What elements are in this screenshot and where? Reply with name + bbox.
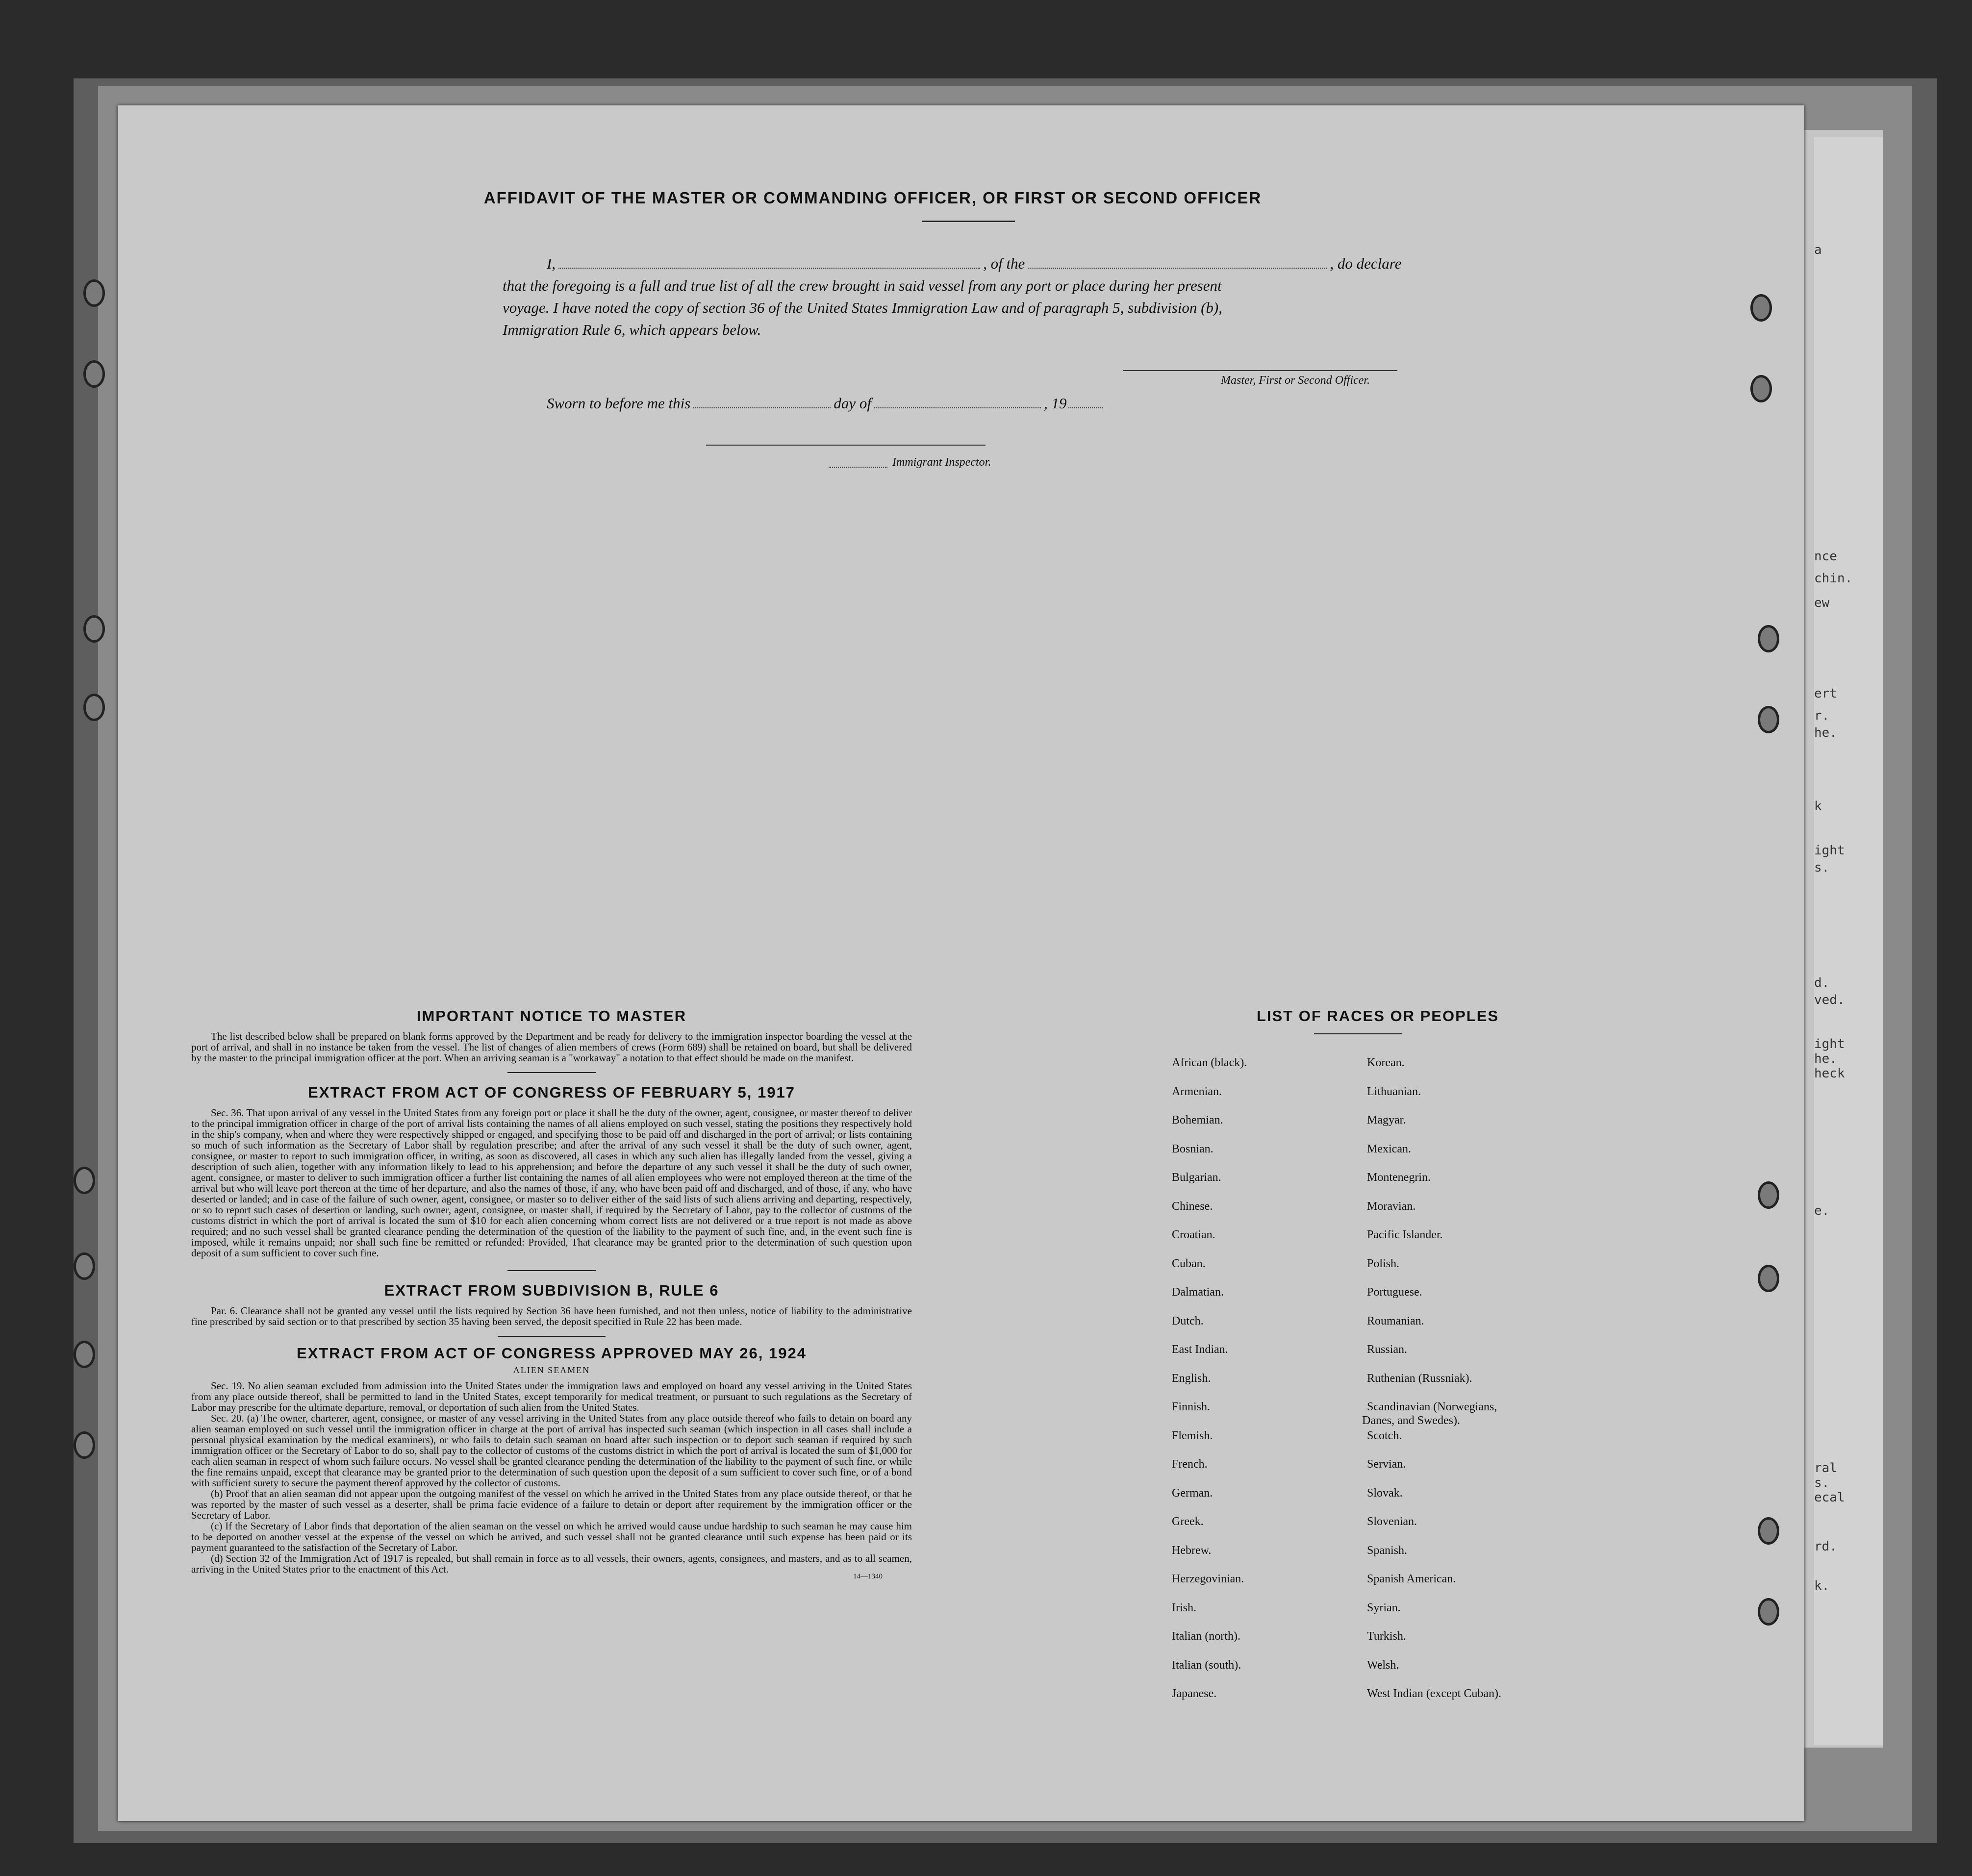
extract-1924-paragraph: (c) If the Secretary of Labor finds that deportation of the alien seaman on the vessel on which he arrived would cause undue hardship to such seaman he may cause him to be deported on another vessel at the expense of the vessel on which he arrived, and such vessel shall not be granted clearance until such expense has been paid or its payment guaranteed to the satisfaction of the Secretary of Labor.: [191, 1520, 912, 1553]
race-item: Dalmatian.: [1172, 1286, 1224, 1299]
margin-fragment: s.: [1814, 860, 1830, 875]
form-number: 14—1340: [853, 1573, 883, 1580]
race-item: Turkish.: [1367, 1630, 1406, 1643]
race-item: Slovak.: [1367, 1487, 1403, 1500]
race-item: Scotch.: [1367, 1429, 1402, 1442]
affidavit-line-4: Immigration Rule 6, which appears below.: [503, 321, 761, 338]
section-rule: [507, 1270, 596, 1271]
race-item: English.: [1172, 1372, 1211, 1385]
binder-hole: [74, 1252, 95, 1280]
race-item: Japanese.: [1172, 1687, 1217, 1700]
race-item: French.: [1172, 1458, 1208, 1471]
extract-rule6-title: EXTRACT FROM SUBDIVISION B, RULE 6: [384, 1282, 719, 1299]
binder-hole: [1750, 375, 1772, 402]
section-rule: [498, 1336, 606, 1337]
margin-fragment: ral: [1814, 1461, 1837, 1476]
race-item: Scandinavian (Norwegians,: [1367, 1401, 1497, 1413]
extract-1917-title: EXTRACT FROM ACT OF CONGRESS OF FEBRUARY 5, 1917: [308, 1084, 795, 1101]
extract-1924-paragraph: Sec. 19. No alien seaman excluded from admission into the United States under the immigration laws and employed on board any vessel arriving in the United States from any place outside thereof, shall be permitted to land in the United States, except temporarily for medical treatment, or pursuant to such regulations as the Secretary of Labor may prescribe for the ultimate departure, removal, or deportation of such alien from the United States.: [191, 1380, 912, 1413]
race-item: Spanish.: [1367, 1544, 1408, 1557]
race-item: West Indian (except Cuban).: [1367, 1687, 1501, 1700]
race-item: Korean.: [1367, 1056, 1405, 1069]
race-item: Roumanian.: [1367, 1315, 1424, 1327]
binder-hole: [1758, 706, 1779, 733]
binder-hole: [1758, 1598, 1779, 1626]
inspector-label: Immigrant Inspector.: [892, 456, 991, 469]
race-item: African (black).: [1172, 1056, 1247, 1069]
margin-fragment: he.: [1814, 725, 1837, 740]
races-rule: [1314, 1033, 1402, 1034]
race-item: German.: [1172, 1487, 1213, 1500]
extract-1924-paragraph: (d) Section 32 of the Immigration Act of 1917 is repealed, but shall remain in force as to all vessels, their owners, agents, consignees, and masters, and as to all seamen, arriving in the United States prior to the enactment of this Act.: [191, 1552, 912, 1575]
margin-fragment: k.: [1814, 1578, 1830, 1593]
race-item: Syrian.: [1367, 1601, 1401, 1614]
race-item: Spanish American.: [1367, 1573, 1456, 1585]
binder-hole: [1758, 1517, 1779, 1545]
margin-fragment: nce: [1814, 549, 1837, 564]
race-item: Montenegrin.: [1367, 1171, 1431, 1184]
extract-1917-text: Sec. 36. That upon arrival of any vessel in the United States from any foreign port or place it shall be the duty of the owner, agent, consignee, or master thereof to deliver to the principal immigration officer in charge of the port of arrival lists containing the names of all aliens employed on such vessel, stating the positions they respectively hold in the ship's company, when and where they were respectively shipped or engaged, and specifying those to be paid off and discharged in the port of arrival; or lists containing so much of such information as the Secretary of Labor shall by regulation prescribe; and after the arrival of any such vessel it shall be the duty of such owner, agent, consignee, or master to report to such immigration officer, in writing, as soon as discovered, all cases in which any such alien has illegally landed from the vessel, giving a description of such alien, together with any information likely to lead to his apprehension; and before the departure of any such vessel it shall be the duty of such owner, agent, consignee, or master to deliver to such immigration officer a further list containing the names of all alien employees who were not employed thereon at the time of the arrival but who will leave port thereon at the time of her departure, and also the names of those, if any, who have been paid off and discharged, and of those, if any, who have deserted or landed; and in case of the failure of such owner, agent, consignee, or master so to deliver either of the said lists of such aliens arriving and departing, respectively, or so to report such cases of desertion or landing, such owner, agent, consignee, or master shall, if required by the Secretary of Labor, pay to the collector of customs of the customs district in which the port of arrival is located the sum of $10 for each alien concerning whom correct lists are not delivered or a true report is not made as above required; and no such vessel shall be granted clearance pending the determination of the question of the liability to the payment of such fine, and, in the event such fine is imposed, while it remains unpaid; nor shall such fine be remitted or refunded: Provided, That clearance may be granted prior to the determination of such question upon deposit of a sum sufficient to cover such fine.: [191, 1107, 912, 1259]
margin-fragment: ert: [1814, 686, 1837, 701]
race-item: Polish.: [1367, 1257, 1400, 1270]
notice-text: The list described below shall be prepared on blank forms approved by the Department and be ready for delivery to the immigration inspector boarding the vessel at the port of arrival, and shall in no instance be taken from the vessel. The list of changes of alien members of crews (Form 689) shall be retained on board, but shall be delivered by the master to the principal immigration officer at the port. When an arriving seaman is a "workaway" a notation to that effect should be made on the manifest.: [191, 1030, 912, 1064]
legal-notices: [191, 1007, 912, 1581]
margin-fragment: ew: [1814, 596, 1830, 610]
inspector-signature-line[interactable]: [706, 445, 986, 446]
binder-hole: [83, 360, 105, 388]
margin-fragment: s.: [1814, 1476, 1830, 1490]
race-item: Irish.: [1172, 1601, 1196, 1614]
margin-fragment: ight: [1814, 843, 1845, 858]
extract-1924-paragraphs: [191, 1380, 912, 1575]
race-item: Italian (south).: [1172, 1659, 1241, 1672]
race-item: Greek.: [1172, 1515, 1204, 1528]
margin-fragment: he.: [1814, 1051, 1837, 1066]
of-the-label: , of the: [983, 255, 1025, 272]
extract-rule6-text: Par. 6. Clearance shall not be granted any vessel until the lists required by Section 36 have been furnished, and not then unless, notice of liability to the administrative fine prescribed by said section or to that prescribed by section 35 having been served, the deposit specified in Rule 22 has been made.: [191, 1305, 912, 1327]
sworn-month-field[interactable]: [874, 407, 1041, 408]
race-item: Bosnian.: [1172, 1143, 1214, 1155]
binder-hole: [1758, 1265, 1779, 1292]
affidavit-line-2: that the foregoing is a full and true list of all the crew brought in said vessel from any port or place during her present: [503, 277, 1222, 294]
binder-hole: [74, 1167, 95, 1194]
race-item: Herzegovinian.: [1172, 1573, 1244, 1585]
extract-1924-paragraph: Sec. 20. (a) The owner, charterer, agent, consignee, or master of any vessel arriving in the United States from any place outside thereof who fails to detain on board any alien seaman employed on such vessel until the immigration officer in charge at the port of arrival has inspected such seaman (which inspection in all cases shall include a personal physical examination by the medical examiners), or who fails to detain such seaman on board after such inspection or to deport such seaman if required by such immigration officer or the Secretary of Labor to do so, shall pay to the collector of customs of the customs district in which the port of arrival is located the sum of $1,000 for each alien seaman in respect of whom such failure occurs. No vessel shall be granted clearance pending the determination of the liability to the payment of such fine, or while the fine remains unpaid, except that clearance may be granted prior to the determination of such question upon the deposit of a sum sufficient to cover such fine, or of a bond with sufficient surety to secure the payment thereof approved by the collector of customs.: [191, 1412, 912, 1489]
binder-hole: [83, 694, 105, 721]
manifest-page: [118, 105, 1804, 1821]
binder-hole: [1758, 1181, 1779, 1209]
race-item: Pacific Islander.: [1367, 1228, 1443, 1241]
margin-fragment: k: [1814, 799, 1822, 814]
sworn-year-label: , 19: [1043, 395, 1067, 412]
race-item: Bohemian.: [1172, 1114, 1223, 1126]
sworn-day-label: day of: [834, 395, 871, 412]
race-item: Welsh.: [1367, 1659, 1399, 1672]
affidavit-line-3: voyage. I have noted the copy of section 36 of the United States Immigration Law and of paragraph 5, subdivision (b),: [503, 299, 1222, 316]
sworn-prefix: Sworn to before me this: [547, 395, 691, 412]
race-item: Italian (north).: [1172, 1630, 1240, 1643]
race-item: Lithuanian.: [1367, 1085, 1421, 1098]
master-signature-label: Master, First or Second Officer.: [1221, 374, 1370, 387]
notice-title: IMPORTANT NOTICE TO MASTER: [416, 1007, 687, 1025]
margin-fragment: rd.: [1814, 1539, 1837, 1554]
race-item: Cuban.: [1172, 1257, 1206, 1270]
do-declare-label: , do declare: [1330, 255, 1402, 272]
affidavit-title: AFFIDAVIT OF THE MASTER OR COMMANDING OFFICER, OR FIRST OR SECOND OFFICER: [483, 189, 1262, 207]
races-title: LIST OF RACES OR PEOPLES: [1256, 1007, 1499, 1025]
extract-1924-paragraph: (b) Proof that an alien seaman did not appear upon the outgoing manifest of the vessel on which he arrived in the United States from any place outside thereof, or that he was reported by the master of such vessel as a deserter, shall be prima facie evidence of a failure to detain or deport after requirement by the immigration officer or the Secretary of Labor.: [191, 1488, 912, 1521]
title-rule: [922, 221, 1015, 222]
declarant-i: I,: [547, 255, 556, 272]
sworn-line: [547, 395, 1103, 412]
race-item: Russian.: [1367, 1343, 1408, 1356]
margin-fragment: ight: [1814, 1037, 1845, 1051]
margin-fragment: a: [1814, 243, 1822, 257]
margin-fragment: e.: [1814, 1203, 1830, 1218]
race-item: East Indian.: [1172, 1343, 1228, 1356]
extract-1924-title: EXTRACT FROM ACT OF CONGRESS APPROVED MAY 26, 1924: [297, 1345, 807, 1362]
race-item: Portuguese.: [1367, 1286, 1422, 1299]
binder-hole: [83, 279, 105, 307]
binder-hole: [83, 615, 105, 643]
sworn-day-field[interactable]: [693, 407, 831, 408]
declarant-name-field[interactable]: [558, 268, 980, 269]
inspector-dots: [829, 467, 887, 468]
race-item: Bulgarian.: [1172, 1171, 1221, 1184]
race-item: Mexican.: [1367, 1143, 1411, 1155]
binder-hole: [74, 1341, 95, 1368]
margin-fragment: ved.: [1814, 993, 1845, 1007]
binder-hole: [74, 1431, 95, 1459]
race-item: Ruthenian (Russniak).: [1367, 1372, 1472, 1385]
margin-fragment: heck: [1814, 1066, 1845, 1081]
race-item: Finnish.: [1172, 1401, 1211, 1413]
alien-seamen-subtitle: ALIEN SEAMEN: [513, 1365, 590, 1375]
margin-fragment: r.: [1814, 708, 1830, 723]
margin-fragment: chin.: [1814, 571, 1853, 586]
sworn-year-field[interactable]: [1068, 407, 1103, 408]
master-signature-line[interactable]: [1123, 370, 1397, 371]
binder-hole: [1750, 294, 1772, 322]
race-item: Croatian.: [1172, 1228, 1215, 1241]
race-item: Armenian.: [1172, 1085, 1222, 1098]
section-rule: [507, 1072, 596, 1073]
race-item: Moravian.: [1367, 1200, 1416, 1213]
margin-fragment: ecal: [1814, 1490, 1845, 1505]
binder-hole: [1758, 625, 1779, 652]
margin-fragment: d.: [1814, 976, 1830, 990]
race-item: Slovenian.: [1367, 1515, 1417, 1528]
race-item: Magyar.: [1367, 1114, 1406, 1126]
race-item: Servian.: [1367, 1458, 1406, 1471]
race-item: Dutch.: [1172, 1315, 1204, 1327]
race-item: Hebrew.: [1172, 1544, 1212, 1557]
affidavit-body: [503, 252, 1567, 341]
race-item: Chinese.: [1172, 1200, 1213, 1213]
vessel-name-field[interactable]: [1028, 268, 1327, 269]
race-scandinavian-cont: Danes, and Swedes).: [1362, 1414, 1460, 1427]
race-item: Flemish.: [1172, 1429, 1213, 1442]
